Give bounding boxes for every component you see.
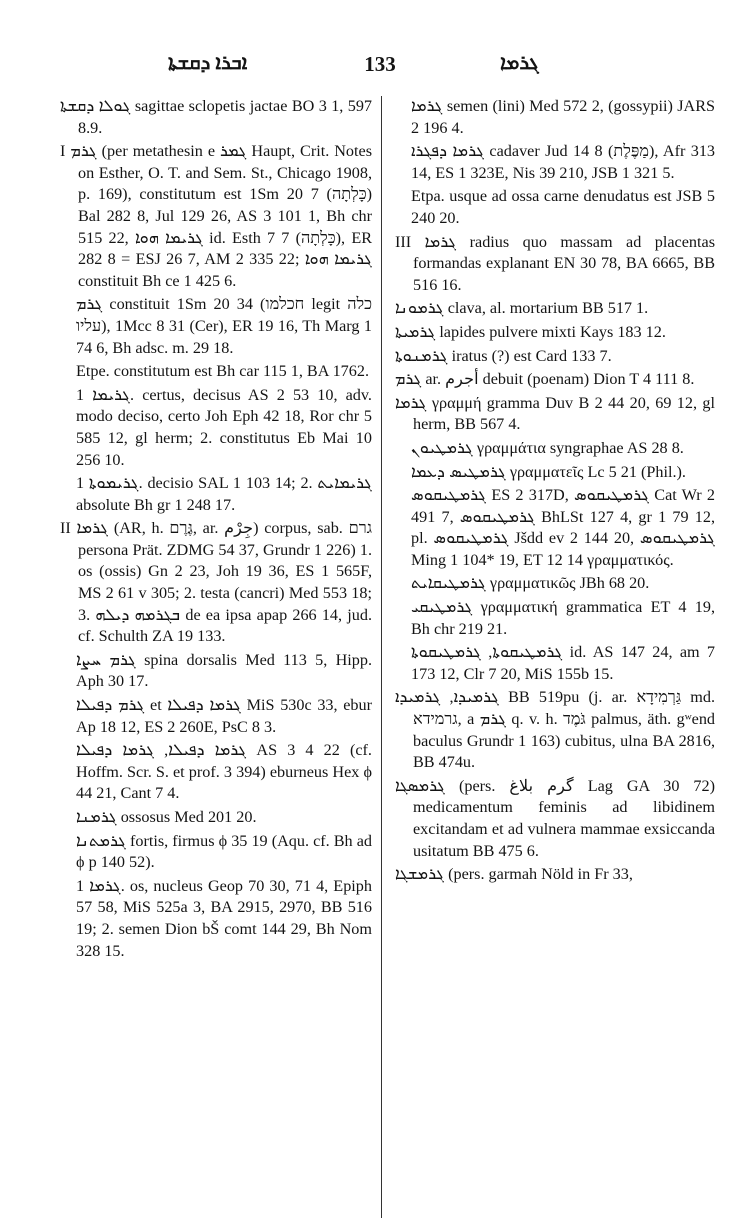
- page-header: [0, 52, 750, 86]
- dictionary-entry: ܓܪܡܣܓܐ (pers. گرم بلاغ Lag GA 30 72) medicamentum feminis ad libidinem excitandam et ad vulnera mammae exsiccanda usitatum BB 475 6.: [395, 776, 715, 860]
- running-head-left: ܐܒܪܐ ܕܩܫܬܐ: [168, 52, 248, 74]
- dictionary-entry: ܓܪܝܡܘܬܐ 1. decisio SAL 1 103 14; 2. ܓܪܝܡܐܝܬ absolute Bh gr 1 248 17.: [76, 474, 372, 514]
- dictionary-entry: ܓܪܡܛܝܩܘܣ ES 2 317D, ܓܪܡܛܝܩܘܣ Cat Wr 2 491 7, ܓܪܡܛܝܩܘܣ BhLSt 127 4, gr 1 79 12, pl. ܓܪܡܛܝܩܘܣ Jšdd ev 2 144 20, ܓܪܡܛܝܩܘܣ Ming 1 104* 19, ET 12 14 γραμματικός.: [411, 486, 715, 569]
- dictionary-entry: ܓܪܡܛܝܩܐܝܬ γραμματικῶς JBh 68 20.: [411, 574, 650, 593]
- running-head-right: ܓܪܡܐ: [500, 52, 539, 74]
- dictionary-entry: ܓܪܡܘܢܐ clava, al. mortarium BB 517 1.: [395, 299, 649, 318]
- dictionary-entry: ܓܪܡܐ γραμμή gramma Duv B 2 44 20, 69 12, gl herm, BB 567 4.: [395, 393, 715, 434]
- dictionary-entry: ܓܘܠܐ ܕܩܫܬܐ sagittae sclopetis jactae BO 3 1, 597 8.9.: [60, 97, 373, 137]
- dictionary-entry: ܓܪܡ ܕܦܝܠܐ et ܓܪܡܐ ܕܦܝܠܐ MiS 530c 33, ebur Ap 18 12, ES 2 260E, PsC 8 3.: [76, 696, 372, 736]
- dictionary-entry: ܓܪܡܫܓܐ (pers. garmah Nöld in Fr 33,: [395, 865, 633, 884]
- dictionary-entry: Etpa. usque ad ossa carne denudatus est JSB 5 240 20.: [411, 187, 715, 227]
- dictionary-entry: ܓܪܡ ar. أجرم debuit (poenam) Dion T 4 111 8.: [395, 370, 695, 389]
- dictionary-entry: ܓܪܡܢܘܬܐ iratus (?) est Card 133 7.: [395, 346, 612, 365]
- dictionary-entry: ܓܪܡ ܚܨܐ spina dorsalis Med 113 5, Hipp. Aph 30 17.: [76, 650, 372, 691]
- dictionary-entry: ܓܪܝܡܐ 1. certus, decisus AS 2 53 10, adv. modo deciso, certo Joh Eph 42 18, Ror chr 5 585 12, gl herm; 2. constitutus Eb Mai 10 256 10.: [76, 385, 372, 469]
- dictionary-entry: I ܓܪܡ (per metathesin e ܓܡܪ Haupt, Crit. Notes on Esther, O. T. and Sem. St., Chicago 1908, p. 169), constitutum est 1Sm 20 7 (כָּלְתָה) Bal 282 8, Jul 129 26, AS 3 101 1, Bh chr 515 22, ܓܪܝܡܐ ܗܘܐ id. Esth 7 7 (כָּלְתָה), ER 282 8 = ESJ 26 7, AM 2 335 22; ܓܪܝܡܐ ܗܘܐ constituit Bh ce 1 425 6.: [60, 142, 373, 290]
- dictionary-entry: ܓܪܡܛܝܣ ܕܥܡܐ γραμματεῖς Lc 5 21 (Phil.).: [411, 462, 686, 481]
- dictionary-entry: ܓܪܡܝܕܐ, ܓܪܡܝܕܐ BB 519pu (j. ar. גַּרְמִידָא md. גרמידא, a ܓܪܡ q. v. h. גֹּמֶד palmus, äth. gʷend baculus Grundr 1 163) cubitus, ulna BA 2816, BB 474u.: [395, 688, 716, 772]
- dictionary-entry: ܓܪܡܛܝܘܢ γραμμάτια syngraphae AS 28 8.: [411, 438, 684, 457]
- right-column: [395, 96, 715, 888]
- dictionary-entry: ܓܪܡܝܬܐ lapides pulvere mixti Kays 183 12.: [395, 322, 666, 341]
- dictionary-entry: ܓܪܡܐ 1. os, nucleus Geop 70 30, 71 4, Epiph 57 58, MiS 525a 3, BA 2915, 2970, BB 516 19; 2. semen Dion bŠ comt 144 29, Bh Nom 328 15.: [76, 876, 372, 960]
- dictionary-entry: ܓܪܡܐ semen (lini) Med 572 2, (gossypii) JARS 2 196 4.: [411, 97, 715, 137]
- dictionary-entry: ܓܪܡܬܢܐ fortis, firmus ϕ 35 19 (Aqu. cf. Bh ad ϕ p 140 52).: [76, 831, 372, 872]
- left-column: [60, 96, 372, 964]
- dictionary-entry: Etpe. constitutum est Bh car 115 1, BA 1762.: [76, 362, 369, 381]
- dictionary-entry: ܓܪܡܐ ܕܦܝܠܐ, ܓܪܡܐ ܕܦܝܠܐ AS 3 4 22 (cf. Hoffm. Scr. S. et prof. 3 394) eburneus Hex ϕ 44 21, Cant 7 4.: [76, 741, 372, 803]
- dictionary-entry: ܓܪܡ constituit 1Sm 20 34 (חכלמו legit כלה עליו), 1Mcc 8 31 (Cer), ER 19 16, Th Marg 1 74 6, Bh adsc. m. 29 18.: [76, 295, 373, 357]
- dictionary-entry: ܓܪܡܢܐ ossosus Med 201 20.: [76, 808, 257, 826]
- dictionary-entry: ܓܪܡܐ ܕܦܓܪܐ cadaver Jud 14 8 (מַפֶּלֶת), Afr 313 14, ES 1 323E, Nis 39 210, JSB 1 321 5.: [411, 142, 716, 182]
- column-divider: [381, 96, 382, 1218]
- dictionary-entry: ܓܪܡܛܝܩܘܬܐ, ܓܪܡܛܝܩܘܬܐ id. AS 147 24, am 7 173 12, Clr 7 20, MiS 155b 15.: [411, 643, 715, 683]
- dictionary-entry: ܓܪܡܛܝܩܝ γραμματική grammatica ET 4 19, Bh chr 219 21.: [411, 598, 715, 638]
- page-number: 133: [364, 52, 396, 76]
- dictionary-entry: II ܓܪܡܐ (AR, h. גֶּרֶם, ar. جِرْم) corpus, sab. גרם persona Prät. ZDMG 54 37, Grundr 1 226) 1. os (ossis) Gn 2 23, Joh 19 36, ES 1 565F, MS 2 61 v 305; 2. testa (cancri) Med 553 18; 3. ܒܓܪܡܗ ܕܝܠܗ de ea ipsa apap 266 14, jud. cf. Schulth ZA 19 133.: [60, 519, 372, 646]
- dictionary-entry: III ܓܪܡܐ radius quo massam ad placentas formandas explanant EN 30 78, BA 6665, BB 516 16.: [395, 232, 715, 294]
